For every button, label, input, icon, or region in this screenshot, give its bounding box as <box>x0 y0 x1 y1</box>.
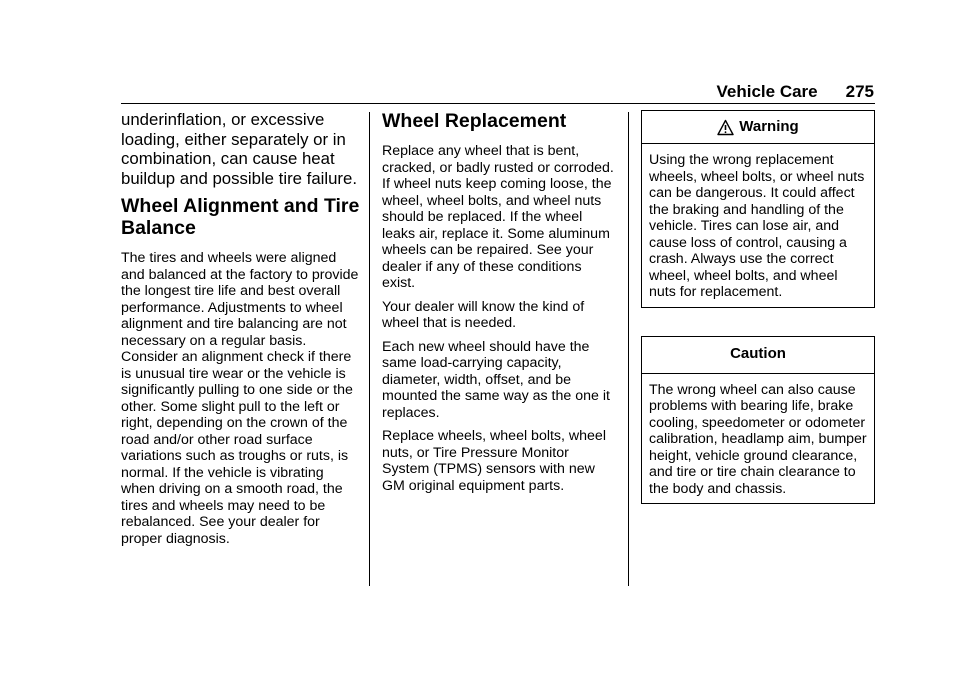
body-paragraph: Replace any wheel that is bent, cracked, or badly rusted or corroded. If wheel nuts keep coming loose, the wheel, wheel bolts, and wheel nuts should be replaced. If the wheel leaks air, replace it. Some aluminum wheels can be repaired. See your dealer if any of these conditions exist. <box>382 143 614 291</box>
body-paragraph: The tires and wheels were aligned and balanced at the factory to provide the longest tire life and best overall performance. Adjustments to wheel alignment and tire balancing are not necessary on a regular basis. Consider an alignment check if there is unusual tire wear or the vehicle is significantly pulling to one side or the other. Some slight pull to the left or right, depending on the crown of the road and/or other road surface variations such as troughs or ruts, is normal. If the vehicle is vibrating when driving on a smooth road, the tires and wheels may need to be rebalanced. See your dealer for proper diagnosis. <box>121 250 359 547</box>
column-middle <box>382 110 618 501</box>
caution-title: Caution <box>730 345 786 363</box>
column-divider <box>628 112 629 586</box>
caution-box <box>641 336 875 505</box>
column-left <box>121 110 361 554</box>
warning-title: Warning <box>739 117 799 135</box>
warning-text: Using the wrong replacement wheels, wheel bolts, or wheel nuts can be dangerous. It could affect the braking and handling of the vehicle. Tires can lose air, and cause loss of control, causing a crash. Always use the correct wheel, wheel bolts, and wheel nuts for replacement. <box>649 152 865 300</box>
section-title: Vehicle Care <box>716 82 818 101</box>
page-number: 275 <box>845 82 874 101</box>
body-paragraph: Your dealer will know the kind of wheel that is needed. <box>382 298 585 331</box>
column-divider <box>369 112 370 586</box>
continued-text: underinflation, or excessive loading, either separately or in combination, can cause heat buildup and possible tire failure. <box>121 110 358 188</box>
body-paragraph: Replace wheels, wheel bolts, wheel nuts, or Tire Pressure Monitor System (TPMS) sensors with new GM original equipment parts. <box>382 428 606 494</box>
column-right <box>641 110 875 504</box>
caution-text: The wrong wheel can also cause problems with bearing life, brake cooling, speedometer or odometer calibration, headlamp aim, bumper height, vehicle ground clearance, and tire or tire chain clearance to the body and chassis. <box>649 381 867 497</box>
section-heading-replacement: Wheel Replacement <box>382 110 567 132</box>
body-paragraph: Each new wheel should have the same load-carrying capacity, diameter, width, offset, and be mounted the same way as the one it replaces. <box>382 338 610 421</box>
page-header <box>717 82 875 102</box>
header-rule <box>121 103 875 104</box>
warning-triangle-icon <box>717 119 734 136</box>
warning-box <box>641 110 875 308</box>
caution-header <box>642 337 874 374</box>
section-heading-alignment: Wheel Alignment and Tire Balance <box>121 195 360 239</box>
warning-header <box>642 111 874 144</box>
